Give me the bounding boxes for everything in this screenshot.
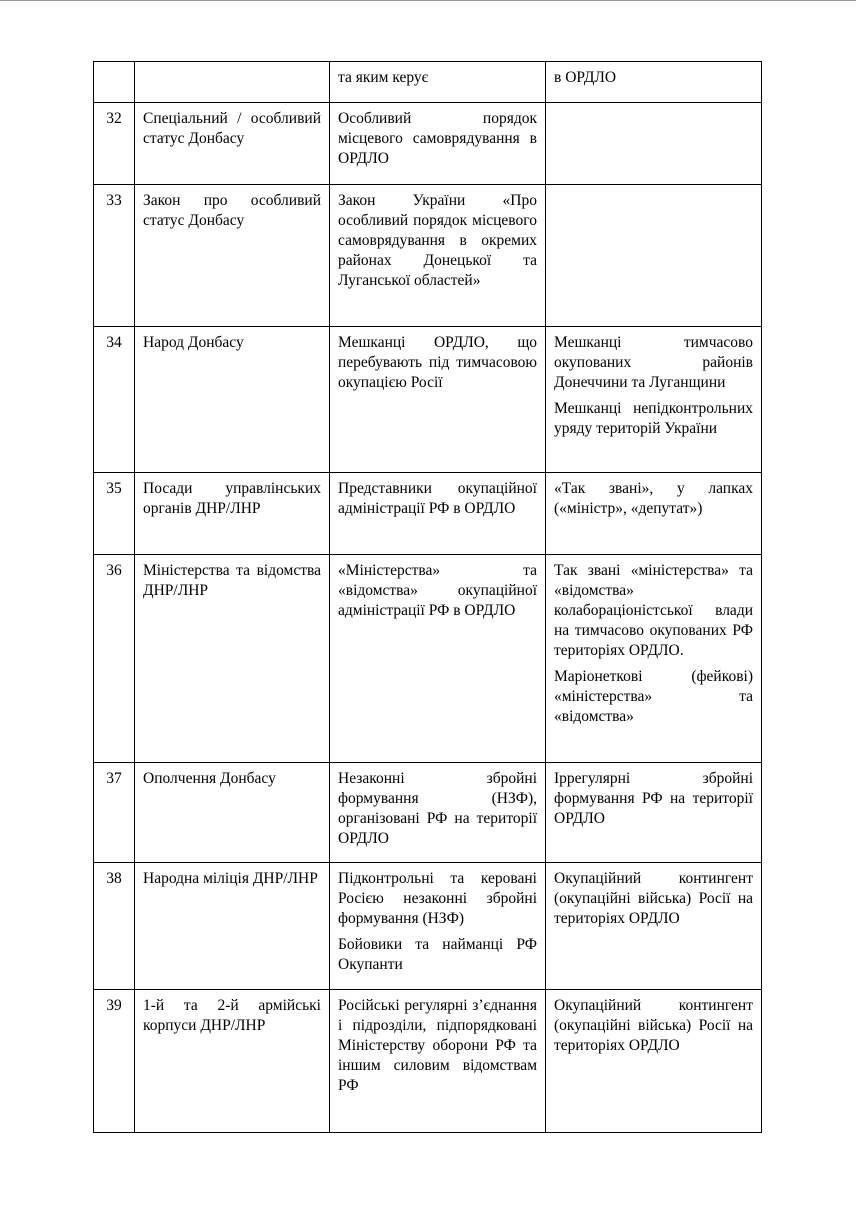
alternative-term-text: Мешканці непідконтрольних уряду територій України — [554, 400, 753, 437]
recommended-term-text: Російські регулярні з’єднання і підрозділи, підпорядковані Міністерству оборони РФ та іншим силовим відомствам РФ — [338, 997, 537, 1094]
term-text: 1-й та 2-й армійські корпуси ДНР/ЛНР — [143, 997, 321, 1034]
alternative-term-text: Окупаційний контингент (окупаційні війська) Росії на територіях ОРДЛО — [554, 870, 753, 927]
row-number-cell: 35 — [94, 473, 135, 555]
alternative-term-text: Так звані «міністерства» та «відомства» колабораціоністської влади на тимчасово окупованих РФ територіях ОРДЛО. — [554, 562, 753, 659]
alternative-term-cell — [546, 327, 762, 473]
term-text: Народна міліція ДНР/ЛНР — [143, 870, 318, 887]
row-number-cell: 36 — [94, 555, 135, 763]
alternative-term-text: Іррегулярні збройні формування РФ на території ОРДЛО — [554, 770, 753, 827]
term-cell — [135, 763, 330, 863]
term-cell — [135, 62, 330, 103]
recommended-term-cell — [330, 185, 546, 327]
page-top-border — [0, 0, 856, 1]
term-cell — [135, 103, 330, 185]
terminology-table — [93, 61, 762, 1133]
recommended-term-text: та яким керує — [338, 69, 429, 86]
recommended-term-cell — [330, 62, 546, 103]
terminology-table-body — [94, 62, 762, 1133]
term-text: Народ Донбасу — [143, 334, 244, 351]
alternative-term-cell — [546, 863, 762, 990]
table-row — [94, 863, 762, 990]
recommended-term-text: Особливий порядок місцевого самоврядування в ОРДЛО — [338, 110, 537, 167]
alternative-term-cell — [546, 555, 762, 763]
recommended-term-text: Підконтрольні та керовані Росією незаконні збройні формування (НЗФ) — [338, 870, 537, 927]
alternative-term-cell — [546, 990, 762, 1133]
table-row — [94, 327, 762, 473]
term-text: Ополчення Донбасу — [143, 770, 276, 787]
table-row — [94, 555, 762, 763]
row-number-cell — [94, 62, 135, 103]
row-number-cell: 32 — [94, 103, 135, 185]
term-cell — [135, 473, 330, 555]
term-cell — [135, 327, 330, 473]
recommended-term-cell — [330, 473, 546, 555]
term-text: Міністерства та відомства ДНР/ЛНР — [143, 562, 321, 599]
table-row — [94, 185, 762, 327]
term-text: Закон про особливий статус Донбасу — [143, 192, 321, 229]
table-row — [94, 990, 762, 1133]
term-cell — [135, 185, 330, 327]
recommended-term-text: Бойовики та найманці РФ Окупанти — [338, 936, 537, 973]
alternative-term-cell — [546, 62, 762, 103]
alternative-term-text: в ОРДЛО — [554, 69, 617, 86]
recommended-term-cell — [330, 763, 546, 863]
alternative-term-text: Мешканці тимчасово окупованих районів Донеччини та Луганщини — [554, 334, 753, 391]
term-text: Спеціальний / особливий статус Донбасу — [143, 110, 321, 147]
recommended-term-cell — [330, 103, 546, 185]
recommended-term-text: Незаконні збройні формування (НЗФ), організовані РФ на території ОРДЛО — [338, 770, 537, 847]
recommended-term-cell — [330, 555, 546, 763]
row-number-cell: 33 — [94, 185, 135, 327]
recommended-term-text: Закон України «Про особливий порядок місцевого самоврядування в окремих районах Донецької та Луганської областей» — [338, 192, 537, 289]
table-row — [94, 62, 762, 103]
alternative-term-cell — [546, 185, 762, 327]
alternative-term-cell — [546, 103, 762, 185]
recommended-term-cell — [330, 990, 546, 1133]
row-number-cell: 34 — [94, 327, 135, 473]
term-cell — [135, 863, 330, 990]
recommended-term-cell — [330, 863, 546, 990]
term-text: Посади управлінських органів ДНР/ЛНР — [143, 480, 321, 517]
alternative-term-text: Окупаційний контингент (окупаційні війська) Росії на територіях ОРДЛО — [554, 997, 753, 1054]
row-number-cell: 38 — [94, 863, 135, 990]
table-row — [94, 763, 762, 863]
alternative-term-cell — [546, 763, 762, 863]
table-row — [94, 103, 762, 185]
row-number-cell: 37 — [94, 763, 135, 863]
term-cell — [135, 555, 330, 763]
recommended-term-text: Представники окупаційної адміністрації РФ в ОРДЛО — [338, 480, 537, 517]
table-row — [94, 473, 762, 555]
row-number-cell: 39 — [94, 990, 135, 1133]
alternative-term-cell — [546, 473, 762, 555]
alternative-term-text: Маріонеткові (фейкові) «міністерства» та «відомства» — [554, 668, 753, 725]
recommended-term-text: «Міністерства» та «відомства» окупаційної адміністрації РФ в ОРДЛО — [338, 562, 537, 619]
recommended-term-text: Мешканці ОРДЛО, що перебувають під тимчасовою окупацією Росії — [338, 334, 537, 391]
term-cell — [135, 990, 330, 1133]
alternative-term-text: «Так звані», у лапках («міністр», «депутат») — [554, 480, 753, 517]
recommended-term-cell — [330, 327, 546, 473]
